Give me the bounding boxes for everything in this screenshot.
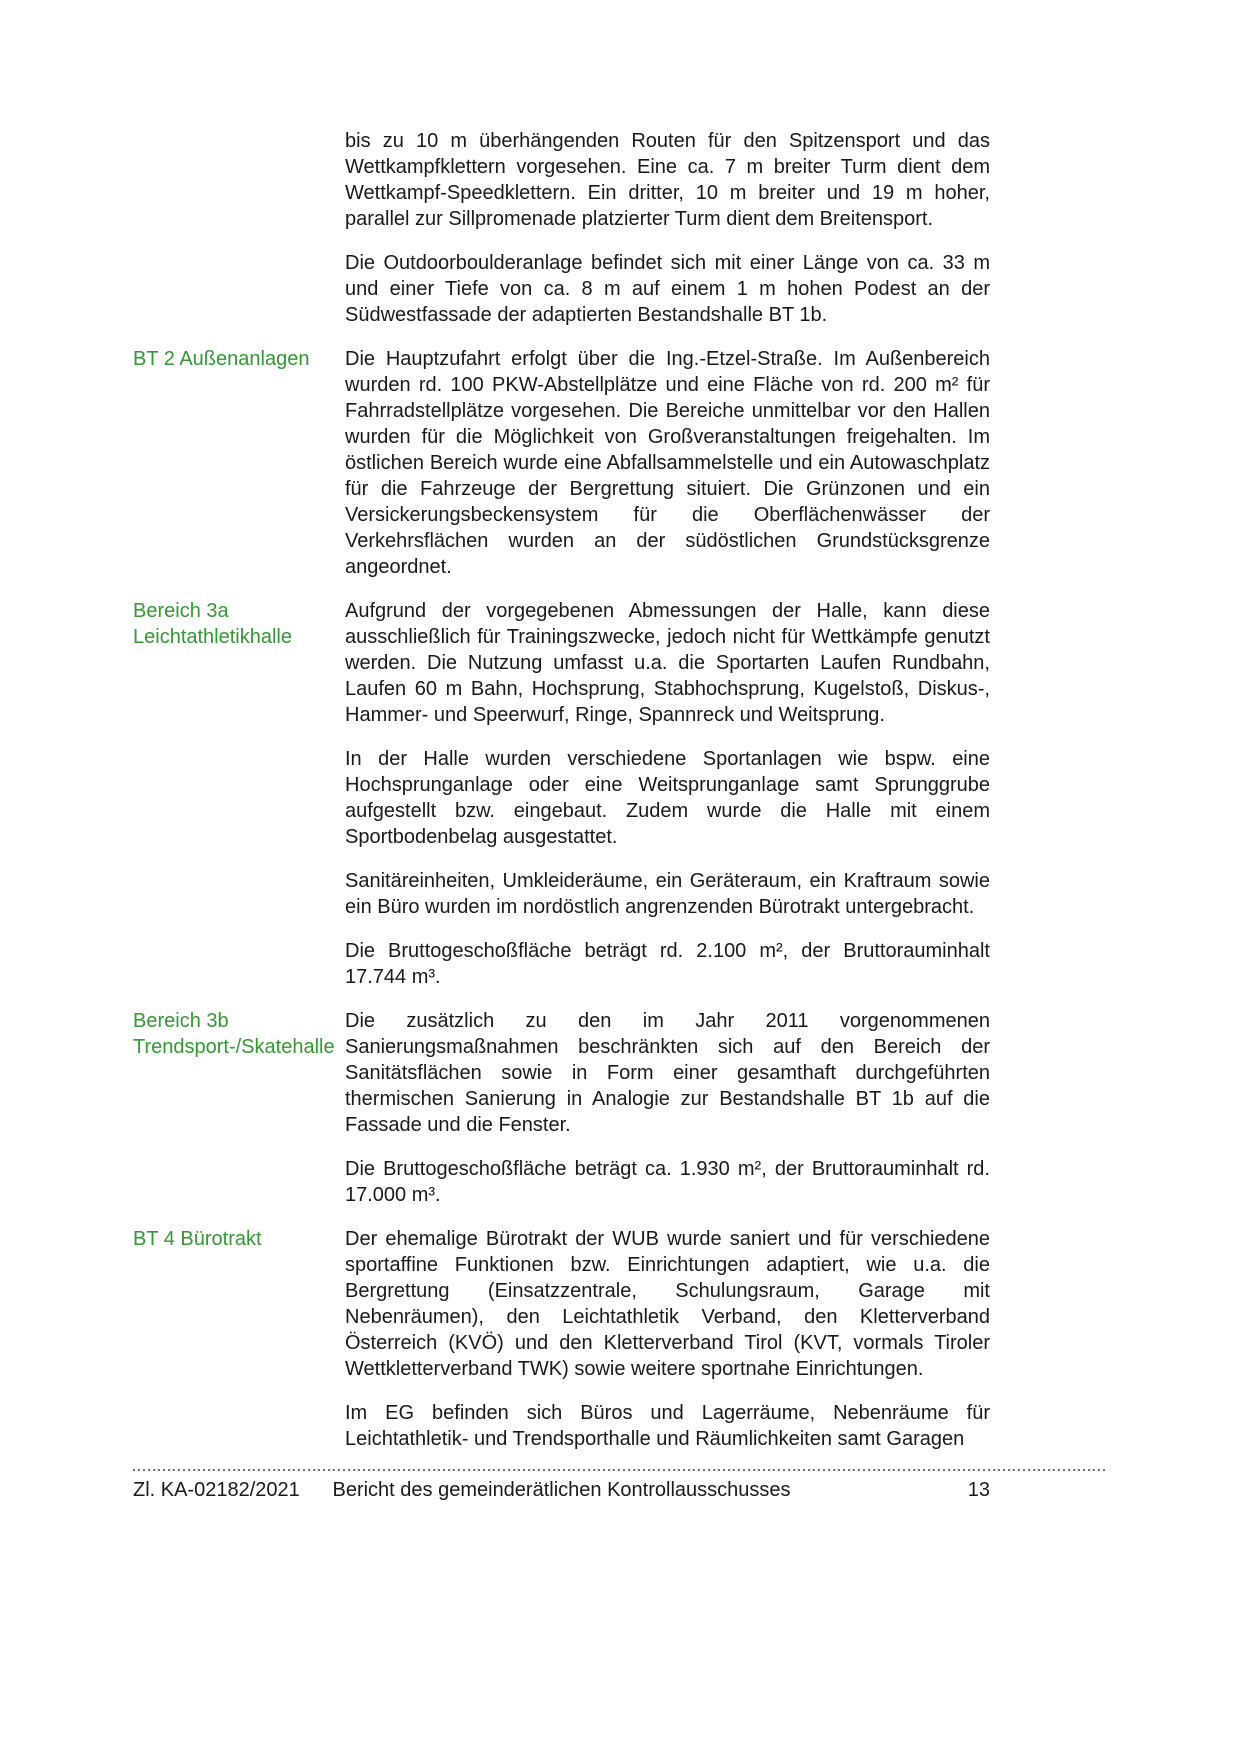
document-section — [133, 346, 990, 598]
margin-label-line: Trendsport-/Skatehalle — [133, 1036, 335, 1058]
footer-divider — [133, 1468, 1108, 1471]
footer-reference-number: Zl. KA-02182/2021 — [133, 1479, 300, 1501]
document-section — [133, 598, 990, 1008]
section-body — [345, 1008, 990, 1226]
margin-label-line: Leichtathletikhalle — [133, 626, 292, 648]
margin-label-line: Bereich 3a — [133, 600, 229, 622]
body-paragraph: Im EG befinden sich Büros und Lagerräume, Nebenräume für Leichtathletik- und Trendsporthalle und Räumlichkeiten samt Garagen — [345, 1402, 990, 1450]
page-footer — [133, 1468, 1108, 1503]
document-section — [133, 128, 990, 346]
body-paragraph: In der Halle wurden verschiedene Sportanlagen wie bspw. eine Hochsprunganlage oder eine Weitsprunganlage samt Sprunggrube aufgestellt bzw. eingebaut. Zudem wurde die Halle mit einem Sportbodenbelag ausgestattet. — [345, 748, 990, 848]
body-paragraph: Die Bruttogeschoßfläche beträgt ca. 1.930 m², der Bruttorauminhalt rd. 17.000 m³. — [345, 1158, 990, 1206]
footer-row — [133, 1477, 990, 1503]
margin-label-line: BT 4 Bürotrakt — [133, 1228, 262, 1250]
body-paragraph: Sanitäreinheiten, Umkleideräume, ein Geräteraum, ein Kraftraum sowie ein Büro wurden im nordöstlich angrenzenden Bürotrakt untergebracht. — [345, 870, 990, 918]
margin-label — [133, 598, 345, 650]
footer-page-number: 13 — [967, 1479, 990, 1501]
margin-label — [133, 346, 345, 372]
section-body — [345, 598, 990, 1008]
section-body — [345, 346, 990, 598]
margin-label-line: BT 2 Außenanlagen — [133, 348, 310, 370]
body-paragraph: Die Hauptzufahrt erfolgt über die Ing.-Etzel-Straße. Im Außenbereich wurden rd. 100 PKW-Abstellplätze und eine Fläche von rd. 200 m² für Fahrradstellplätze vorgesehen. Die Bereiche unmittelbar vor den Hallen wurden für die Möglichkeit von Großveranstaltungen freigehalten. Im östlichen Bereich wurde eine Abfallsammelstelle und ein Autowaschplatz für die Fahrzeuge der Bergrettung situiert. Die Grünzonen und ein Versickerungsbeckensystem für die Oberflächenwässer der Verkehrsflächen wurden an der südöstlichen Grundstücksgrenze angeordnet. — [345, 348, 990, 578]
body-paragraph: Die Outdoorboulderanlage befindet sich mit einer Länge von ca. 33 m und einer Tiefe von ca. 8 m auf einem 1 m hohen Podest an der Südwestfassade der adaptierten Bestandshalle BT 1b. — [345, 252, 990, 326]
body-paragraph: Der ehemalige Bürotrakt der WUB wurde saniert und für verschiedene sportaffine Funktionen bzw. Einrichtungen adaptiert, wie u.a. die Bergrettung (Einsatzzentrale, Schulungsraum, Garage mit Nebenräumen), den Leichtathletik Verband, den Kletterverband Österreich (KVÖ) und den Kletterverband Tirol (KVT, vormals Tiroler Wettkletterverband TWK) sowie weitere sportnahe Einrichtungen. — [345, 1228, 990, 1380]
margin-label-line: Bereich 3b — [133, 1010, 229, 1032]
body-paragraph: Aufgrund der vorgegebenen Abmessungen der Halle, kann diese ausschließlich für Trainingszwecke, jedoch nicht für Wettkämpfe genutzt werden. Die Nutzung umfasst u.a. die Sportarten Laufen Rundbahn, Laufen 60 m Bahn, Hochsprung, Stabhochsprung, Kugelstoß, Diskus-, Hammer- und Speerwurf, Ringe, Spannreck und Weitsprung. — [345, 600, 990, 726]
footer-document-title: Bericht des gemeinderätlichen Kontrollausschusses — [332, 1479, 791, 1501]
margin-label — [133, 1226, 345, 1252]
body-paragraph: Die Bruttogeschoßfläche beträgt rd. 2.100 m², der Bruttorauminhalt 17.744 m³. — [345, 940, 990, 988]
section-body — [345, 1226, 990, 1470]
page-content — [133, 128, 990, 1470]
body-paragraph: Die zusätzlich zu den im Jahr 2011 vorgenommenen Sanierungsmaßnahmen beschränkten sich auf den Bereich der Sanitätsflächen sowie in Form einer gesamthaft durchgeführten thermischen Sanierung in Analogie zur Bestandshalle BT 1b auf die Fassade und die Fenster. — [345, 1010, 990, 1136]
document-section — [133, 1226, 990, 1470]
body-paragraph: bis zu 10 m überhängenden Routen für den Spitzensport und das Wettkampfklettern vorgesehen. Eine ca. 7 m breiter Turm dient dem Wettkampf-Speedklettern. Ein dritter, 10 m breiter und 19 m hoher, parallel zur Sillpromenade platzierter Turm dient dem Breitensport. — [345, 130, 990, 230]
document-section — [133, 1008, 990, 1226]
margin-label — [133, 1008, 345, 1060]
section-body — [345, 128, 990, 346]
